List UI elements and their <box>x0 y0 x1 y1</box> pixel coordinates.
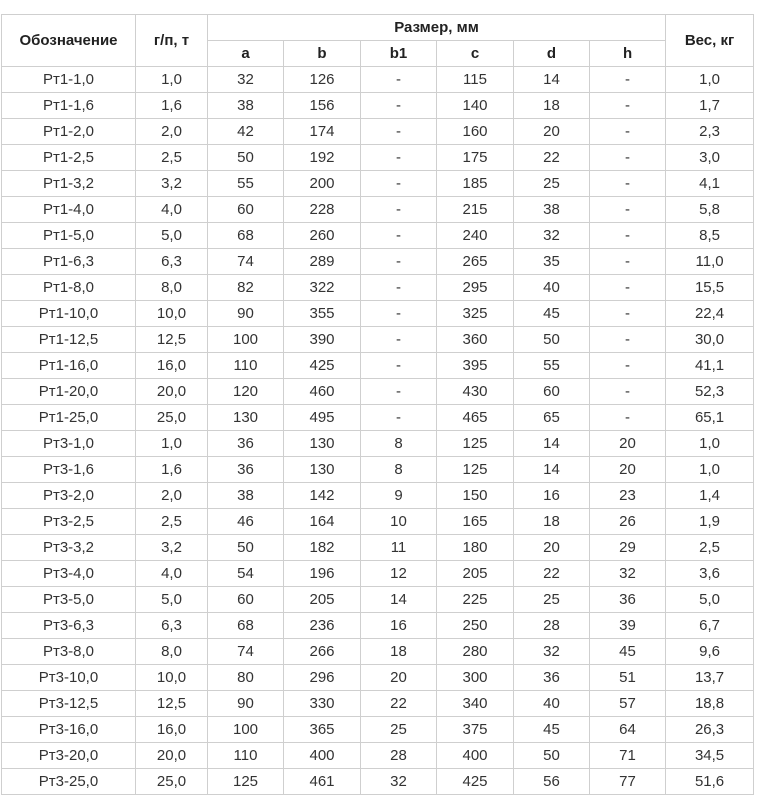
capacity-cell: 1,0 <box>136 67 208 93</box>
a-cell: 38 <box>208 483 284 509</box>
b1-cell: - <box>361 353 437 379</box>
capacity-cell: 8,0 <box>136 639 208 665</box>
weight-cell: 13,7 <box>666 665 754 691</box>
h-cell: - <box>590 197 666 223</box>
d-cell: 18 <box>514 93 590 119</box>
b-cell: 260 <box>284 223 361 249</box>
b-cell: 330 <box>284 691 361 717</box>
c-cell: 205 <box>437 561 514 587</box>
h-cell: - <box>590 301 666 327</box>
c-cell: 225 <box>437 587 514 613</box>
d-cell: 56 <box>514 769 590 795</box>
c-cell: 325 <box>437 301 514 327</box>
capacity-cell: 2,5 <box>136 145 208 171</box>
a-cell: 54 <box>208 561 284 587</box>
size-a-header: a <box>208 41 284 67</box>
d-cell: 16 <box>514 483 590 509</box>
capacity-cell: 25,0 <box>136 769 208 795</box>
b1-cell: 11 <box>361 535 437 561</box>
capacity-cell: 1,0 <box>136 431 208 457</box>
capacity-cell: 5,0 <box>136 587 208 613</box>
capacity-cell: 16,0 <box>136 717 208 743</box>
designation-cell: Рт1-3,2 <box>2 171 136 197</box>
capacity-header: г/п, т <box>136 15 208 67</box>
h-cell: - <box>590 405 666 431</box>
weight-cell: 51,6 <box>666 769 754 795</box>
a-cell: 110 <box>208 353 284 379</box>
b1-cell: 10 <box>361 509 437 535</box>
b1-cell: - <box>361 249 437 275</box>
b-cell: 205 <box>284 587 361 613</box>
designation-cell: Рт3-2,0 <box>2 483 136 509</box>
capacity-cell: 6,3 <box>136 249 208 275</box>
h-cell: 39 <box>590 613 666 639</box>
a-cell: 74 <box>208 639 284 665</box>
h-cell: - <box>590 119 666 145</box>
b-cell: 142 <box>284 483 361 509</box>
weight-cell: 26,3 <box>666 717 754 743</box>
designation-header: Обозначение <box>2 15 136 67</box>
c-cell: 150 <box>437 483 514 509</box>
b-cell: 322 <box>284 275 361 301</box>
table-row <box>2 223 754 249</box>
b-cell: 296 <box>284 665 361 691</box>
b-cell: 425 <box>284 353 361 379</box>
capacity-cell: 20,0 <box>136 743 208 769</box>
table-row <box>2 327 754 353</box>
b-cell: 400 <box>284 743 361 769</box>
b-cell: 182 <box>284 535 361 561</box>
table-row <box>2 379 754 405</box>
designation-cell: Рт1-25,0 <box>2 405 136 431</box>
b-cell: 200 <box>284 171 361 197</box>
capacity-cell: 8,0 <box>136 275 208 301</box>
b-cell: 126 <box>284 67 361 93</box>
table-row <box>2 587 754 613</box>
d-cell: 45 <box>514 301 590 327</box>
h-cell: - <box>590 275 666 301</box>
a-cell: 42 <box>208 119 284 145</box>
weight-cell: 9,6 <box>666 639 754 665</box>
capacity-cell: 4,0 <box>136 197 208 223</box>
capacity-cell: 12,5 <box>136 327 208 353</box>
b-cell: 266 <box>284 639 361 665</box>
size-b-header: b <box>284 41 361 67</box>
designation-cell: Рт3-25,0 <box>2 769 136 795</box>
c-cell: 160 <box>437 119 514 145</box>
capacity-cell: 3,2 <box>136 171 208 197</box>
h-cell: - <box>590 249 666 275</box>
b-cell: 461 <box>284 769 361 795</box>
h-cell: 29 <box>590 535 666 561</box>
weight-cell: 34,5 <box>666 743 754 769</box>
c-cell: 265 <box>437 249 514 275</box>
d-cell: 50 <box>514 743 590 769</box>
weight-cell: 1,0 <box>666 431 754 457</box>
weight-cell: 22,4 <box>666 301 754 327</box>
weight-cell: 6,7 <box>666 613 754 639</box>
c-cell: 115 <box>437 67 514 93</box>
d-cell: 40 <box>514 691 590 717</box>
d-cell: 40 <box>514 275 590 301</box>
c-cell: 125 <box>437 431 514 457</box>
b-cell: 156 <box>284 93 361 119</box>
c-cell: 430 <box>437 379 514 405</box>
capacity-cell: 16,0 <box>136 353 208 379</box>
b1-cell: 28 <box>361 743 437 769</box>
c-cell: 375 <box>437 717 514 743</box>
c-cell: 465 <box>437 405 514 431</box>
weight-cell: 18,8 <box>666 691 754 717</box>
table-header <box>2 15 754 67</box>
d-cell: 20 <box>514 119 590 145</box>
designation-cell: Рт1-6,3 <box>2 249 136 275</box>
h-cell: 57 <box>590 691 666 717</box>
c-cell: 185 <box>437 171 514 197</box>
designation-cell: Рт3-1,0 <box>2 431 136 457</box>
a-cell: 46 <box>208 509 284 535</box>
table-row <box>2 613 754 639</box>
weight-cell: 1,9 <box>666 509 754 535</box>
b1-cell: 20 <box>361 665 437 691</box>
b1-cell: 8 <box>361 431 437 457</box>
weight-cell: 30,0 <box>666 327 754 353</box>
table-row <box>2 353 754 379</box>
table-body <box>2 67 754 795</box>
d-cell: 32 <box>514 639 590 665</box>
designation-cell: Рт1-10,0 <box>2 301 136 327</box>
b1-cell: 12 <box>361 561 437 587</box>
table-row <box>2 717 754 743</box>
b1-cell: - <box>361 327 437 353</box>
a-cell: 60 <box>208 197 284 223</box>
b1-cell: - <box>361 67 437 93</box>
table-row <box>2 301 754 327</box>
h-cell: - <box>590 353 666 379</box>
table-row <box>2 769 754 795</box>
h-cell: - <box>590 93 666 119</box>
capacity-cell: 4,0 <box>136 561 208 587</box>
designation-cell: Рт3-6,3 <box>2 613 136 639</box>
a-cell: 80 <box>208 665 284 691</box>
capacity-cell: 10,0 <box>136 301 208 327</box>
weight-cell: 65,1 <box>666 405 754 431</box>
d-cell: 28 <box>514 613 590 639</box>
weight-cell: 3,0 <box>666 145 754 171</box>
size-b1-header: b1 <box>361 41 437 67</box>
d-cell: 60 <box>514 379 590 405</box>
d-cell: 20 <box>514 535 590 561</box>
b-cell: 289 <box>284 249 361 275</box>
c-cell: 280 <box>437 639 514 665</box>
d-cell: 55 <box>514 353 590 379</box>
h-cell: 77 <box>590 769 666 795</box>
b1-cell: 18 <box>361 639 437 665</box>
d-cell: 36 <box>514 665 590 691</box>
designation-cell: Рт1-1,0 <box>2 67 136 93</box>
c-cell: 300 <box>437 665 514 691</box>
a-cell: 38 <box>208 93 284 119</box>
table-row <box>2 119 754 145</box>
d-cell: 45 <box>514 717 590 743</box>
b1-cell: - <box>361 145 437 171</box>
b1-cell: - <box>361 171 437 197</box>
b1-cell: 9 <box>361 483 437 509</box>
a-cell: 50 <box>208 535 284 561</box>
table-row <box>2 197 754 223</box>
h-cell: 51 <box>590 665 666 691</box>
table-row <box>2 509 754 535</box>
weight-cell: 5,0 <box>666 587 754 613</box>
weight-cell: 1,0 <box>666 67 754 93</box>
h-cell: - <box>590 67 666 93</box>
table-row <box>2 535 754 561</box>
a-cell: 82 <box>208 275 284 301</box>
h-cell: - <box>590 327 666 353</box>
table-row <box>2 145 754 171</box>
h-cell: - <box>590 379 666 405</box>
capacity-cell: 25,0 <box>136 405 208 431</box>
c-cell: 250 <box>437 613 514 639</box>
h-cell: 32 <box>590 561 666 587</box>
spec-table <box>1 14 754 795</box>
c-cell: 240 <box>437 223 514 249</box>
table-row <box>2 483 754 509</box>
table-row <box>2 431 754 457</box>
capacity-cell: 2,0 <box>136 119 208 145</box>
h-cell: 26 <box>590 509 666 535</box>
weight-cell: 5,8 <box>666 197 754 223</box>
capacity-cell: 2,5 <box>136 509 208 535</box>
table-row <box>2 743 754 769</box>
c-cell: 425 <box>437 769 514 795</box>
h-cell: 45 <box>590 639 666 665</box>
b1-cell: - <box>361 223 437 249</box>
c-cell: 340 <box>437 691 514 717</box>
d-cell: 22 <box>514 145 590 171</box>
designation-cell: Рт3-8,0 <box>2 639 136 665</box>
d-cell: 18 <box>514 509 590 535</box>
d-cell: 65 <box>514 405 590 431</box>
size-h-header: h <box>590 41 666 67</box>
table-row <box>2 561 754 587</box>
weight-cell: 2,3 <box>666 119 754 145</box>
a-cell: 68 <box>208 223 284 249</box>
c-cell: 165 <box>437 509 514 535</box>
capacity-cell: 1,6 <box>136 457 208 483</box>
a-cell: 100 <box>208 327 284 353</box>
capacity-cell: 3,2 <box>136 535 208 561</box>
capacity-cell: 5,0 <box>136 223 208 249</box>
c-cell: 395 <box>437 353 514 379</box>
designation-cell: Рт1-12,5 <box>2 327 136 353</box>
b-cell: 164 <box>284 509 361 535</box>
c-cell: 125 <box>437 457 514 483</box>
h-cell: 23 <box>590 483 666 509</box>
d-cell: 14 <box>514 457 590 483</box>
size-c-header: c <box>437 41 514 67</box>
designation-cell: Рт3-2,5 <box>2 509 136 535</box>
b-cell: 192 <box>284 145 361 171</box>
b1-cell: 25 <box>361 717 437 743</box>
size-d-header: d <box>514 41 590 67</box>
table-row <box>2 249 754 275</box>
table-row <box>2 275 754 301</box>
b1-cell: - <box>361 93 437 119</box>
weight-cell: 52,3 <box>666 379 754 405</box>
weight-header: Вес, кг <box>666 15 754 67</box>
capacity-cell: 12,5 <box>136 691 208 717</box>
weight-cell: 4,1 <box>666 171 754 197</box>
capacity-cell: 10,0 <box>136 665 208 691</box>
designation-cell: Рт1-1,6 <box>2 93 136 119</box>
b-cell: 228 <box>284 197 361 223</box>
c-cell: 175 <box>437 145 514 171</box>
b-cell: 355 <box>284 301 361 327</box>
table-row <box>2 405 754 431</box>
h-cell: 20 <box>590 457 666 483</box>
designation-cell: Рт3-1,6 <box>2 457 136 483</box>
d-cell: 14 <box>514 67 590 93</box>
designation-cell: Рт1-20,0 <box>2 379 136 405</box>
a-cell: 74 <box>208 249 284 275</box>
b-cell: 365 <box>284 717 361 743</box>
table-row <box>2 457 754 483</box>
capacity-cell: 20,0 <box>136 379 208 405</box>
designation-cell: Рт3-3,2 <box>2 535 136 561</box>
c-cell: 295 <box>437 275 514 301</box>
designation-cell: Рт1-8,0 <box>2 275 136 301</box>
h-cell: 64 <box>590 717 666 743</box>
weight-cell: 1,0 <box>666 457 754 483</box>
c-cell: 360 <box>437 327 514 353</box>
c-cell: 180 <box>437 535 514 561</box>
b1-cell: 32 <box>361 769 437 795</box>
h-cell: 71 <box>590 743 666 769</box>
a-cell: 90 <box>208 691 284 717</box>
weight-cell: 2,5 <box>666 535 754 561</box>
d-cell: 38 <box>514 197 590 223</box>
table-row <box>2 639 754 665</box>
b-cell: 495 <box>284 405 361 431</box>
h-cell: - <box>590 171 666 197</box>
table-row <box>2 171 754 197</box>
designation-cell: Рт3-5,0 <box>2 587 136 613</box>
designation-cell: Рт1-5,0 <box>2 223 136 249</box>
b1-cell: - <box>361 379 437 405</box>
table-row <box>2 67 754 93</box>
capacity-cell: 6,3 <box>136 613 208 639</box>
b1-cell: 22 <box>361 691 437 717</box>
a-cell: 125 <box>208 769 284 795</box>
b1-cell: 14 <box>361 587 437 613</box>
designation-cell: Рт3-20,0 <box>2 743 136 769</box>
b1-cell: - <box>361 119 437 145</box>
a-cell: 130 <box>208 405 284 431</box>
a-cell: 32 <box>208 67 284 93</box>
a-cell: 36 <box>208 457 284 483</box>
b1-cell: - <box>361 405 437 431</box>
b1-cell: - <box>361 275 437 301</box>
designation-cell: Рт3-12,5 <box>2 691 136 717</box>
d-cell: 50 <box>514 327 590 353</box>
b-cell: 130 <box>284 431 361 457</box>
c-cell: 215 <box>437 197 514 223</box>
weight-cell: 3,6 <box>666 561 754 587</box>
capacity-cell: 1,6 <box>136 93 208 119</box>
table-row <box>2 691 754 717</box>
a-cell: 60 <box>208 587 284 613</box>
c-cell: 140 <box>437 93 514 119</box>
a-cell: 100 <box>208 717 284 743</box>
designation-cell: Рт3-16,0 <box>2 717 136 743</box>
a-cell: 36 <box>208 431 284 457</box>
b1-cell: - <box>361 197 437 223</box>
b-cell: 174 <box>284 119 361 145</box>
designation-cell: Рт3-10,0 <box>2 665 136 691</box>
a-cell: 55 <box>208 171 284 197</box>
b-cell: 130 <box>284 457 361 483</box>
designation-cell: Рт1-4,0 <box>2 197 136 223</box>
weight-cell: 15,5 <box>666 275 754 301</box>
d-cell: 25 <box>514 171 590 197</box>
b-cell: 460 <box>284 379 361 405</box>
h-cell: 20 <box>590 431 666 457</box>
d-cell: 35 <box>514 249 590 275</box>
a-cell: 120 <box>208 379 284 405</box>
size-group-header: Размер, мм <box>208 15 666 41</box>
a-cell: 50 <box>208 145 284 171</box>
table-row <box>2 665 754 691</box>
b-cell: 390 <box>284 327 361 353</box>
b1-cell: 8 <box>361 457 437 483</box>
h-cell: - <box>590 145 666 171</box>
designation-cell: Рт3-4,0 <box>2 561 136 587</box>
designation-cell: Рт1-2,0 <box>2 119 136 145</box>
b1-cell: 16 <box>361 613 437 639</box>
b-cell: 236 <box>284 613 361 639</box>
designation-cell: Рт1-2,5 <box>2 145 136 171</box>
a-cell: 90 <box>208 301 284 327</box>
h-cell: 36 <box>590 587 666 613</box>
weight-cell: 11,0 <box>666 249 754 275</box>
b1-cell: - <box>361 301 437 327</box>
designation-cell: Рт1-16,0 <box>2 353 136 379</box>
weight-cell: 1,4 <box>666 483 754 509</box>
capacity-cell: 2,0 <box>136 483 208 509</box>
weight-cell: 8,5 <box>666 223 754 249</box>
h-cell: - <box>590 223 666 249</box>
weight-cell: 1,7 <box>666 93 754 119</box>
d-cell: 25 <box>514 587 590 613</box>
weight-cell: 41,1 <box>666 353 754 379</box>
a-cell: 110 <box>208 743 284 769</box>
a-cell: 68 <box>208 613 284 639</box>
table-row <box>2 93 754 119</box>
d-cell: 32 <box>514 223 590 249</box>
b-cell: 196 <box>284 561 361 587</box>
d-cell: 14 <box>514 431 590 457</box>
c-cell: 400 <box>437 743 514 769</box>
d-cell: 22 <box>514 561 590 587</box>
